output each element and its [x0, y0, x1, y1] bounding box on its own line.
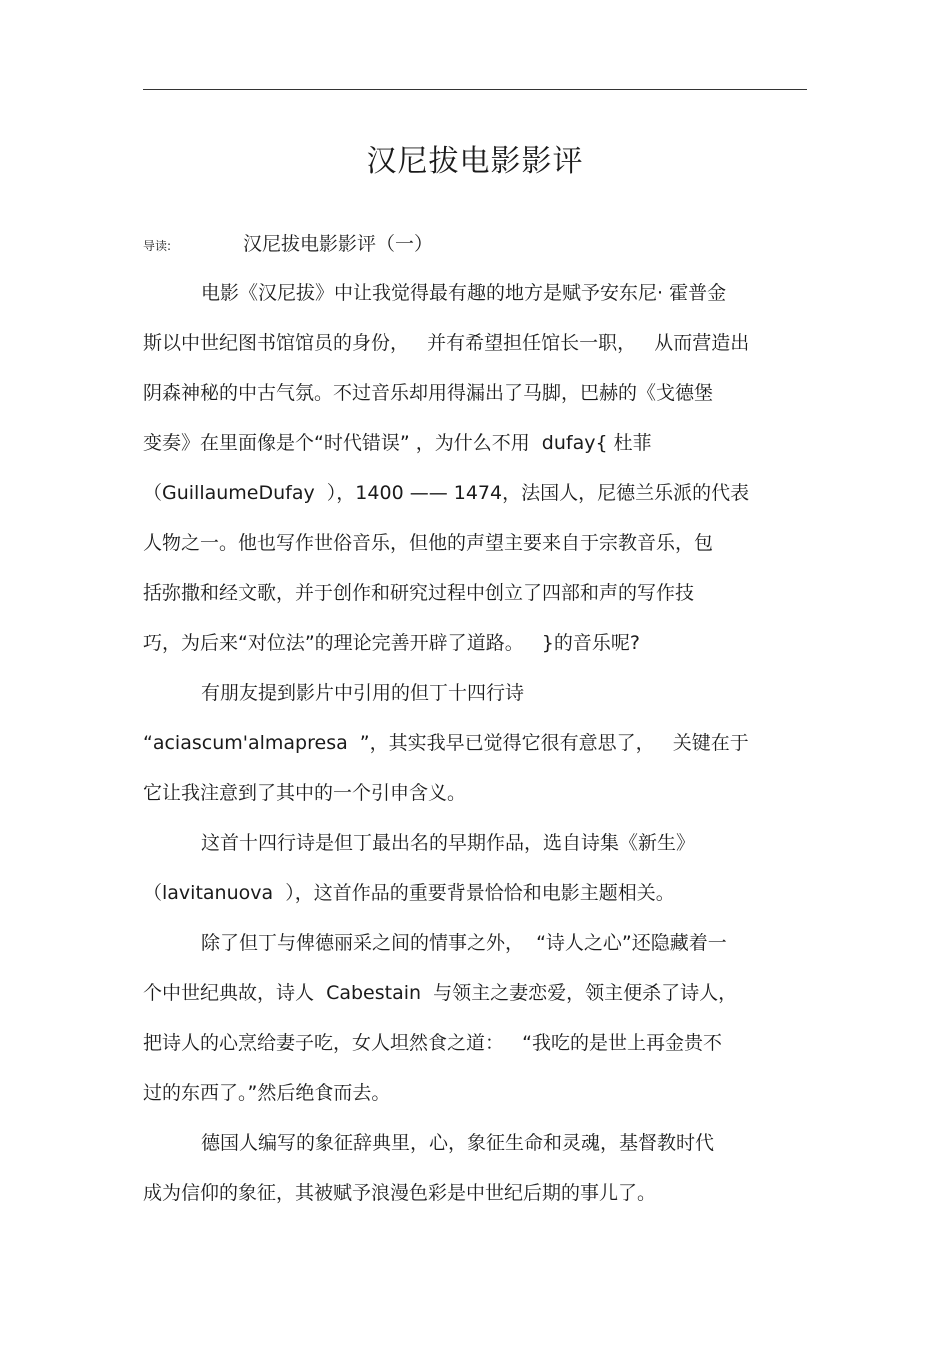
- body-line: 电影《汉尼拔》中让我觉得最有趣的地方是赋予安东尼· 霍普金: [201, 282, 727, 304]
- page-title: 汉尼拔电影影评: [366, 144, 584, 179]
- intro-row: [143, 226, 433, 262]
- body-line: 除了但丁与俾德丽采之间的情事之外， “诗人之心”还隐藏着一: [201, 932, 727, 954]
- body-line: 德国人编写的象征辞典里，心，象征生命和灵魂，基督教时代: [201, 1132, 715, 1154]
- body-line: 人物之一。他也写作世俗音乐，但他的声望主要来自于宗教音乐，包: [143, 532, 714, 554]
- body-line: 斯以中世纪图书馆馆员的身份， 并有希望担任馆长一职， 从而营造出: [143, 332, 750, 354]
- body-line: 个中世纪典故，诗人 Cabestain 与领主之妻恋爱，领主便杀了诗人，: [143, 982, 738, 1004]
- intro-text: 汉尼拔电影影评（一）: [243, 233, 434, 255]
- body-line: （GuillaumeDufay ），1400 —— 1474，法国人，尼德兰乐派的代表: [143, 482, 750, 504]
- body-line: “aciascum'almapresa ”，其实我早已觉得它很有意思了， 关键在于: [143, 732, 749, 754]
- body-line: 这首十四行诗是但丁最出名的早期作品，选自诗集《新生》: [201, 832, 696, 854]
- header-rule: [143, 89, 807, 90]
- body-line: 它让我注意到了其中的一个引申含义。: [143, 782, 467, 804]
- body-line: 巧，为后来“对位法”的理论完善开辟了道路。 }的音乐呢?: [143, 632, 640, 654]
- body-line: 有朋友提到影片中引用的但丁十四行诗: [201, 682, 525, 704]
- body-line: 成为信仰的象征，其被赋予浪漫色彩是中世纪后期的事儿了。: [143, 1182, 657, 1204]
- body-line: 变奏》在里面像是个“时代错误” ，为什么不用 dufay{ 杜菲: [143, 432, 652, 454]
- intro-label: 导读:: [143, 239, 172, 253]
- body-line: 把诗人的心烹给妻子吃，女人坦然食之道： “我吃的是世上再金贵不: [143, 1032, 722, 1054]
- body-line: （lavitanuova ），这首作品的重要背景恰恰和电影主题相关。: [143, 882, 675, 904]
- body-line: 括弥撒和经文歌，并于创作和研究过程中创立了四部和声的写作技: [143, 582, 695, 604]
- body-line: 过的东西了。”然后绝食而去。: [143, 1082, 391, 1104]
- body-line: 阴森神秘的中古气氛。不过音乐却用得漏出了马脚，巴赫的《戈德堡: [143, 382, 714, 404]
